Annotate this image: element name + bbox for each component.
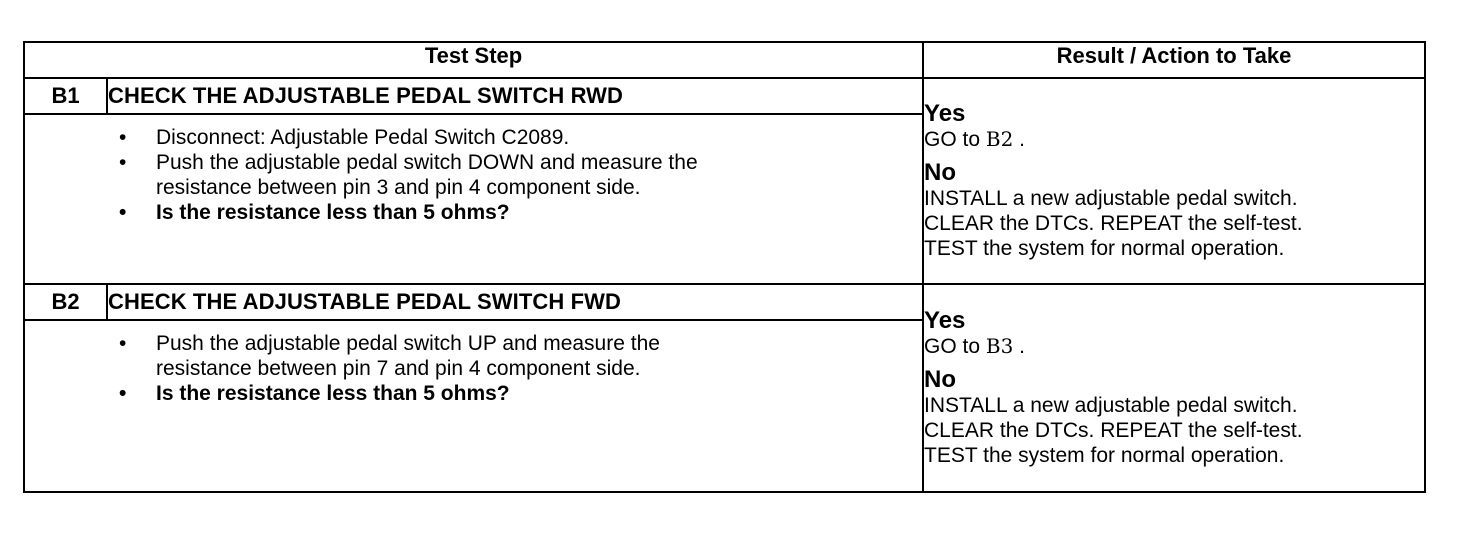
period: . (1019, 335, 1025, 358)
step-title-row (24, 78, 1425, 114)
instruction-list (25, 115, 922, 225)
step-id: B1 (24, 78, 107, 114)
instruction-item-continued: resistance between pin 7 and pin 4 component side. (156, 357, 641, 380)
no-action-line: CLEAR the DTCs. REPEAT the self-test. (924, 212, 1303, 235)
yes-action-text: GO to (924, 335, 981, 358)
no-action-line: TEST the system for normal operation. (924, 444, 1285, 467)
step-reference-link[interactable]: B3 (985, 334, 1014, 358)
step-result-cell (923, 78, 1425, 284)
step-title: CHECK THE ADJUSTABLE PEDAL SWITCH FWD (107, 284, 923, 320)
instruction-item: • Disconnect: Adjustable Pedal Switch C2089. (119, 126, 570, 149)
instruction-list (25, 321, 922, 406)
no-action-line: INSTALL a new adjustable pedal switch. (924, 187, 1298, 210)
step-instructions (24, 114, 923, 284)
step-title-row (24, 284, 1425, 320)
step-title: CHECK THE ADJUSTABLE PEDAL SWITCH RWD (107, 78, 923, 114)
yes-label: Yes (924, 307, 966, 334)
instruction-question: • Is the resistance less than 5 ohms? (119, 201, 510, 224)
no-action-line: INSTALL a new adjustable pedal switch. (924, 394, 1298, 417)
no-label: No (924, 366, 957, 393)
diagnostic-procedure-table (23, 41, 1426, 493)
yes-action-text: GO to (924, 128, 981, 151)
step-id: B2 (24, 284, 107, 320)
instruction-item: • Push the adjustable pedal switch UP and measure the (119, 332, 660, 355)
bullet: • (119, 151, 127, 174)
period: . (1019, 128, 1025, 151)
step-result-cell (923, 284, 1425, 492)
yes-action (924, 127, 1424, 152)
yes-label: Yes (924, 100, 966, 127)
instruction-item: • Push the adjustable pedal switch DOWN and measure the (119, 151, 698, 174)
no-label: No (924, 159, 957, 186)
bullet: • (119, 126, 127, 149)
test-step-header: Test Step (24, 42, 923, 78)
step-instructions (24, 320, 923, 492)
bullet: • (119, 332, 127, 355)
bullet: • (119, 382, 127, 405)
table-header-row (24, 42, 1425, 78)
yes-action (924, 334, 1424, 359)
bullet: • (119, 201, 127, 224)
no-action-line: CLEAR the DTCs. REPEAT the self-test. (924, 419, 1303, 442)
instruction-question: • Is the resistance less than 5 ohms? (119, 382, 510, 405)
step-reference-link[interactable]: B2 (985, 127, 1014, 151)
result-action-header: Result / Action to Take (923, 42, 1425, 78)
instruction-item-continued: resistance between pin 3 and pin 4 component side. (156, 176, 641, 199)
no-action-line: TEST the system for normal operation. (924, 237, 1285, 260)
